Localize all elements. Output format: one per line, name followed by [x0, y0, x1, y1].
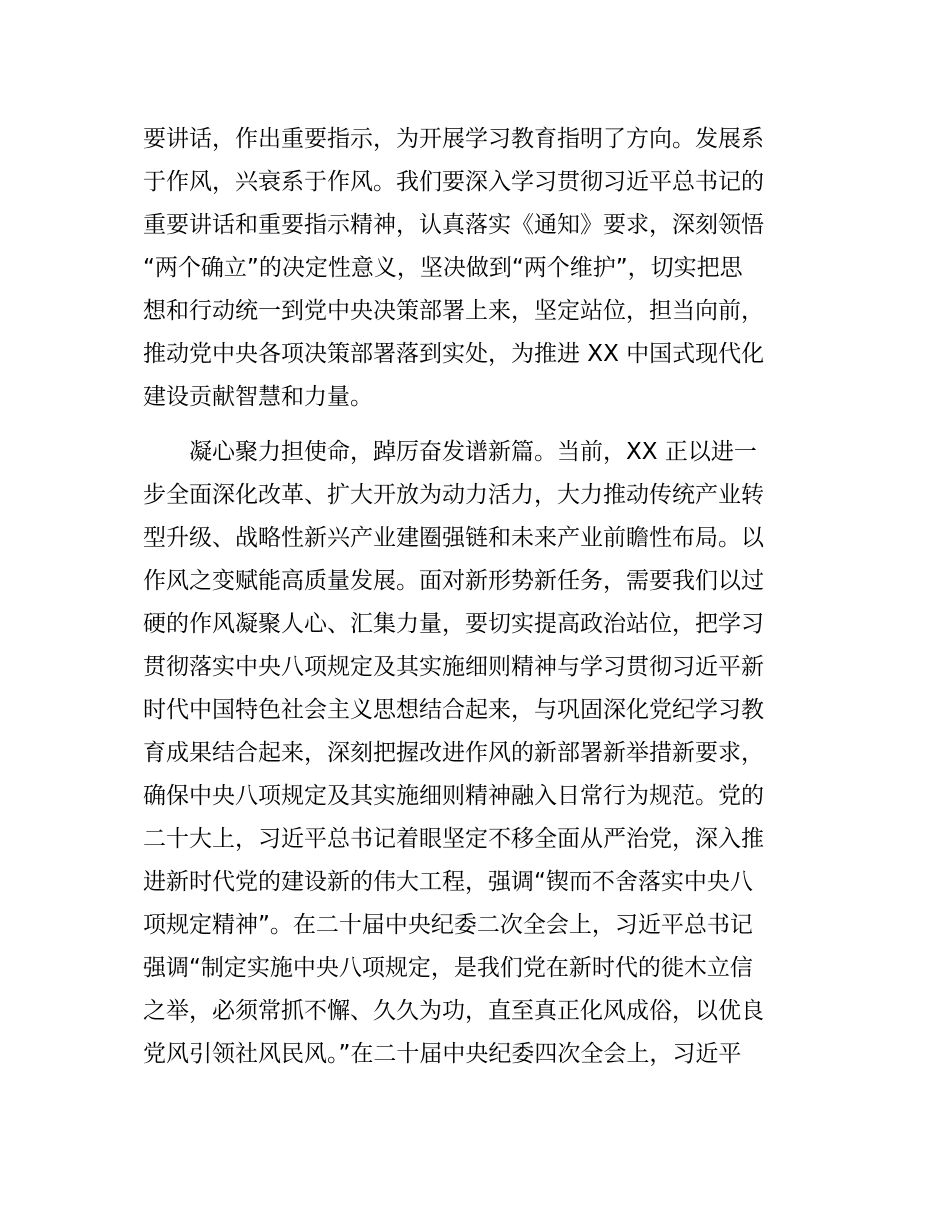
text-line: 之举，必须常抓不懈、久久为功，直至真正化风成俗，以优良 [143, 998, 764, 1024]
text-line: 育成果结合起来，深刻把握改进作风的新部署新举措新要求， [143, 740, 764, 766]
text-line: 要讲话，作出重要指示，为开展学习教育指明了方向。发展系 [143, 126, 764, 152]
text-line: 重要讲话和重要指示精神，认真落实《通知》要求，深刻领悟 [143, 212, 764, 238]
text-line: 进新时代党的建设新的伟大工程，强调“锲而不舍落实中央八 [143, 869, 753, 895]
text-line: 硬的作风凝聚人心、汇集力量，要切实提高政治站位，把学习 [143, 611, 764, 637]
text-line: 强调“制定实施中央八项规定，是我们党在新时代的徙木立信 [143, 955, 753, 981]
text-line: “两个确立”的决定性意义，坚决做到“两个维护”，切实把思 [143, 255, 743, 281]
text-line: 党风引领社风民风。”在二十届中央纪委四次全会上，习近平 [143, 1041, 742, 1067]
text-line: 型升级、战略性新兴产业建圈强链和未来产业前瞻性布局。以 [143, 525, 764, 551]
text-line: 推动党中央各项决策部署落到实处，为推进 XX 中国式现代化 [143, 341, 765, 367]
text-line: 二十大上，习近平总书记着眼坚定不移全面从严治党，深入推 [143, 826, 764, 852]
text-line: 凝心聚力担使命，踔厉奋发谱新篇。当前，XX 正以进一 [143, 439, 757, 465]
text-line: 贯彻落实中央八项规定及其实施细则精神与学习贯彻习近平新 [143, 654, 764, 680]
paragraph-spacing [143, 419, 813, 431]
text-line: 于作风，兴衰系于作风。我们要深入学习贯彻习近平总书记的 [143, 169, 764, 195]
paragraph-2 [143, 431, 813, 1076]
document-body [143, 118, 813, 1076]
text-line: 想和行动统一到党中央决策部署上来，坚定站位，担当向前， [143, 298, 764, 324]
text-line: 时代中国特色社会主义思想结合起来，与巩固深化党纪学习教 [143, 697, 764, 723]
text-line: 作风之变赋能高质量发展。面对新形势新任务，需要我们以过 [143, 568, 764, 594]
text-line: 确保中央八项规定及其实施细则精神融入日常行为规范。党的 [143, 783, 764, 809]
text-line: 步全面深化改革、扩大开放为动力活力，大力推动传统产业转 [143, 482, 764, 508]
text-line: 项规定精神”。在二十届中央纪委二次全会上，习近平总书记 [143, 912, 753, 938]
paragraph-1 [143, 118, 813, 419]
text-line: 建设贡献智慧和力量。 [143, 384, 373, 410]
